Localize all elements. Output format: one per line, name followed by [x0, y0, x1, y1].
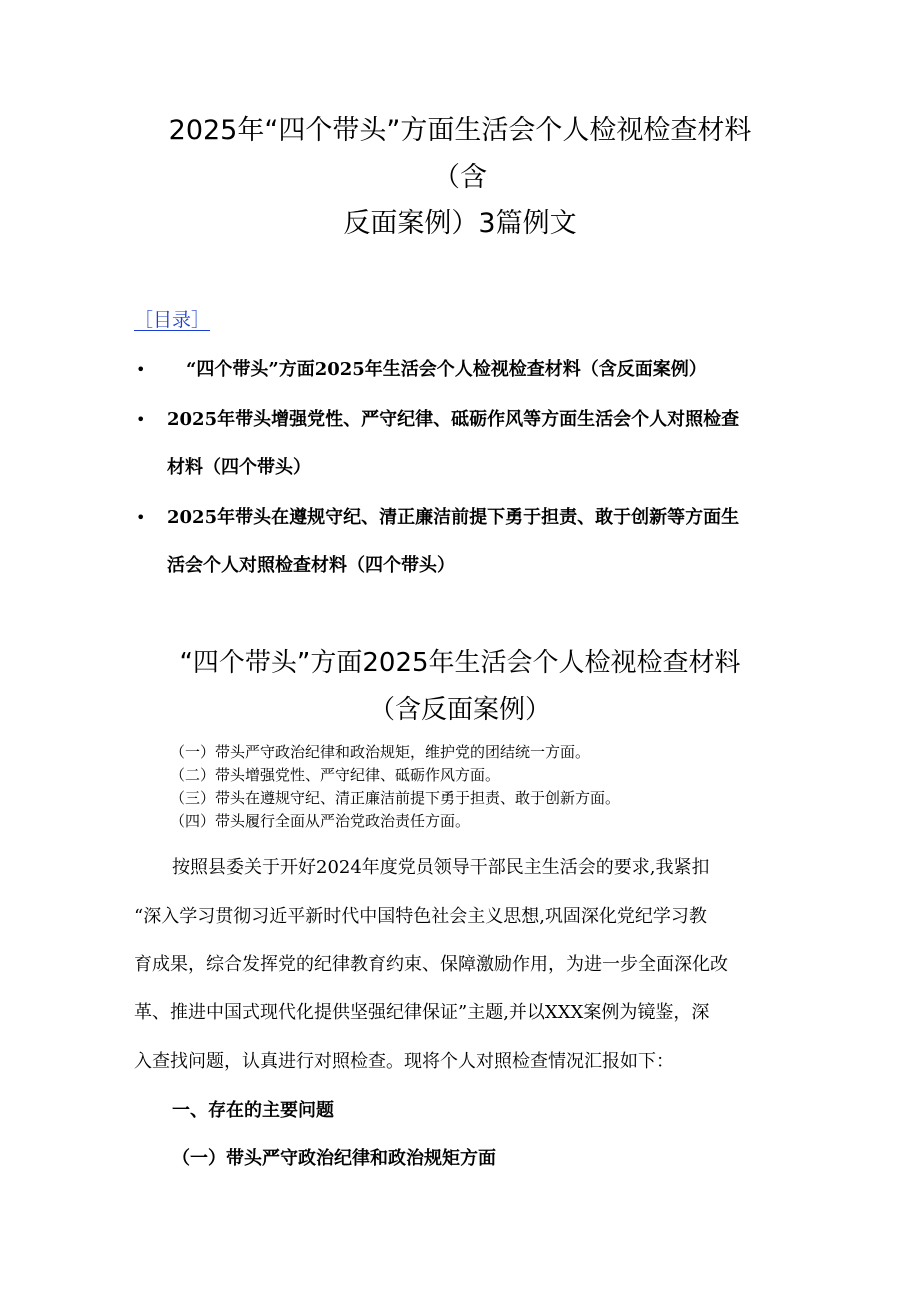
paragraph-line-2: “深入学习贯彻习近平新时代中国特色社会主义思想,巩固深化党纪学习教: [134, 906, 707, 927]
toc-item-3-line-1[interactable]: 2025年带头在遵规守纪、清正廉洁前提下勇于担责、敢于创新等方面生: [167, 507, 740, 528]
list-item-1: （一）带头严守政治纪律和政治规矩，维护党的团结统一方面。: [170, 743, 591, 761]
doc-title-line-1: 2025年“四个带头”方面生活会个人检视检查材料: [168, 115, 752, 146]
toc-item-2-line-1[interactable]: 2025年带头增强党性、严守纪律、砥砺作风等方面生活会个人对照检查: [167, 409, 740, 430]
section-title-line-2: （含反面案例）: [368, 695, 551, 725]
section-title-line-1: “四个带头”方面2025年生活会个人检视检查材料: [179, 648, 741, 678]
list-item-4: （四）带头履行全面从严治党政治责任方面。: [170, 812, 471, 830]
paragraph-line-3: 育成果，综合发挥党的纪律教育约束、保障激励作用，为进一步全面深化改: [134, 954, 728, 975]
heading-main-issues: 一、存在的主要问题: [172, 1100, 334, 1121]
paragraph-line-1: 按照县委关于开好2024年度党员领导干部民主生活会的要求,我紧扣: [172, 857, 710, 878]
list-item-2: （二）带头增强党性、严守纪律、砥砺作风方面。: [170, 766, 501, 784]
toc-item-3-line-2[interactable]: 活会个人对照检查材料（四个带头）: [167, 555, 455, 576]
toc-bullet-1: •: [136, 360, 146, 379]
toc-bullet-2: •: [136, 410, 146, 429]
list-item-3: （三）带头在遵规守纪、清正廉洁前提下勇于担责、敢于创新方面。: [170, 789, 621, 807]
heading-political-discipline: （一）带头严守政治纪律和政治规矩方面: [172, 1148, 496, 1169]
toc-link[interactable]: ［目录］: [134, 309, 211, 331]
doc-title-line-2: （含: [433, 162, 487, 193]
toc-item-1[interactable]: “四个带头”方面2025年生活会个人检视检查材料（含反面案例）: [186, 359, 707, 380]
paragraph-line-4: 革、推进中国式现代化提供坚强纪律保证”主题,并以XXX案例为镜鉴，深: [134, 1002, 710, 1023]
doc-title-line-3: 反面案例）3篇例文: [343, 208, 577, 239]
toc-item-2-line-2[interactable]: 材料（四个带头）: [167, 457, 311, 478]
paragraph-line-5: 入查找问题，认真进行对照检查。现将个人对照检查情况汇报如下：: [134, 1051, 674, 1072]
toc-bullet-3: •: [136, 508, 146, 527]
